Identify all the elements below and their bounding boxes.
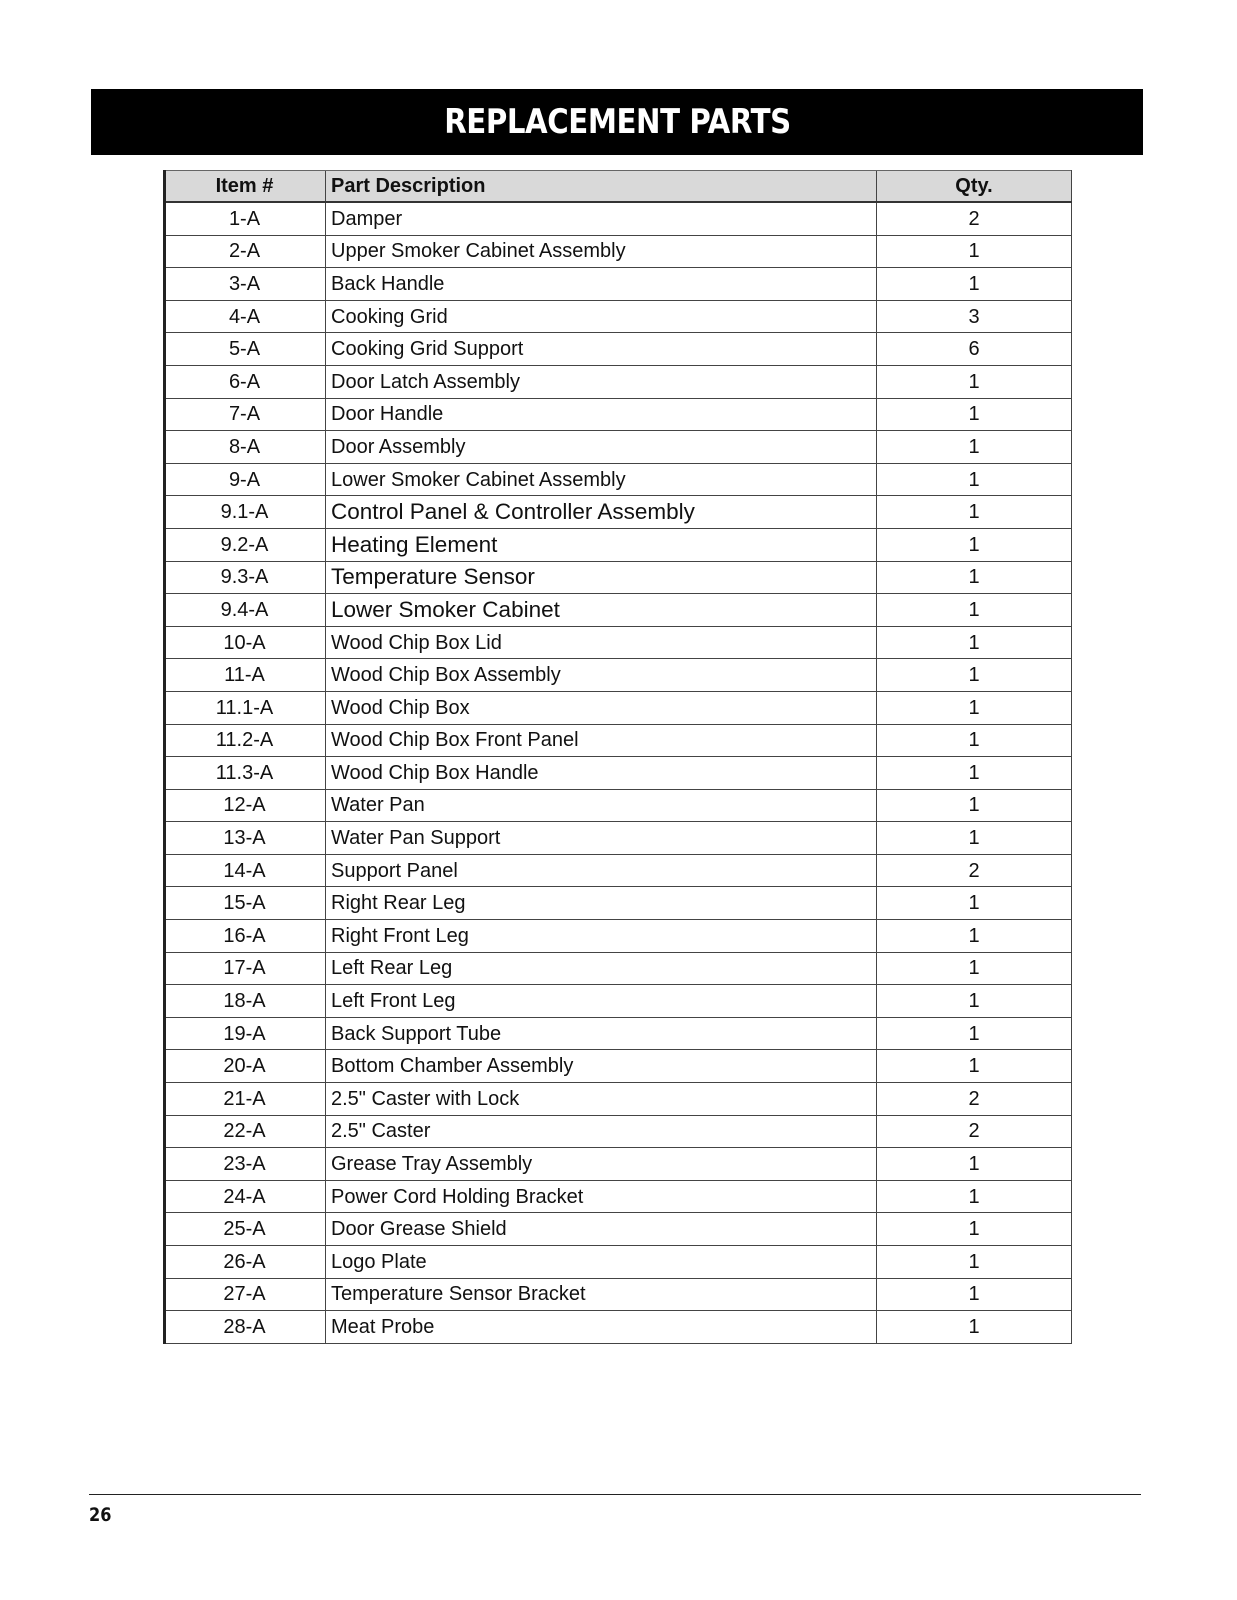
- item-number-cell: 11.2-A: [165, 724, 326, 757]
- item-number-cell: 28-A: [165, 1311, 326, 1344]
- quantity-cell: 1: [877, 1213, 1072, 1246]
- part-description-cell: Logo Plate: [326, 1246, 877, 1279]
- table-row: [165, 1083, 1072, 1116]
- item-number-cell: 11-A: [165, 659, 326, 692]
- part-description-cell: Temperature Sensor Bracket: [326, 1278, 877, 1311]
- item-number-cell: 5-A: [165, 333, 326, 366]
- quantity-cell: 1: [877, 1148, 1072, 1181]
- table-row: [165, 561, 1072, 594]
- table-row: [165, 300, 1072, 333]
- part-description-cell: Control Panel & Controller Assembly: [326, 496, 877, 529]
- quantity-cell: 1: [877, 528, 1072, 561]
- quantity-cell: 1: [877, 365, 1072, 398]
- table-row: [165, 431, 1072, 464]
- part-description-cell: Heating Element: [326, 528, 877, 561]
- table-row: [165, 463, 1072, 496]
- part-description-cell: Temperature Sensor: [326, 561, 877, 594]
- part-description-cell: Power Cord Holding Bracket: [326, 1180, 877, 1213]
- part-description-cell: Right Front Leg: [326, 920, 877, 953]
- quantity-cell: 1: [877, 398, 1072, 431]
- item-number-cell: 27-A: [165, 1278, 326, 1311]
- item-number-cell: 9-A: [165, 463, 326, 496]
- part-description-cell: Left Rear Leg: [326, 952, 877, 985]
- quantity-cell: 1: [877, 724, 1072, 757]
- item-number-cell: 11.1-A: [165, 691, 326, 724]
- table-row: [165, 235, 1072, 268]
- item-number-cell: 8-A: [165, 431, 326, 464]
- table-row: [165, 398, 1072, 431]
- item-number-cell: 11.3-A: [165, 757, 326, 790]
- table-row: [165, 1050, 1072, 1083]
- part-description-cell: Cooking Grid: [326, 300, 877, 333]
- part-description-cell: Right Rear Leg: [326, 887, 877, 920]
- part-description-cell: Damper: [326, 202, 877, 235]
- part-description-cell: Door Assembly: [326, 431, 877, 464]
- table-row: [165, 365, 1072, 398]
- part-description-cell: Cooking Grid Support: [326, 333, 877, 366]
- quantity-cell: 1: [877, 757, 1072, 790]
- table-row: [165, 1311, 1072, 1344]
- table-row: [165, 1180, 1072, 1213]
- item-number-cell: 16-A: [165, 920, 326, 953]
- part-description-cell: 2.5" Caster: [326, 1115, 877, 1148]
- footer-divider: [89, 1494, 1141, 1495]
- part-description-cell: Wood Chip Box Handle: [326, 757, 877, 790]
- table-row: [165, 1213, 1072, 1246]
- item-number-cell: 10-A: [165, 626, 326, 659]
- item-number-cell: 25-A: [165, 1213, 326, 1246]
- part-description-cell: Door Grease Shield: [326, 1213, 877, 1246]
- item-number-cell: 4-A: [165, 300, 326, 333]
- quantity-cell: 1: [877, 626, 1072, 659]
- item-number-cell: 24-A: [165, 1180, 326, 1213]
- item-number-cell: 9.1-A: [165, 496, 326, 529]
- item-number-cell: 21-A: [165, 1083, 326, 1116]
- quantity-cell: 1: [877, 1246, 1072, 1279]
- replacement-parts-table: [163, 170, 1072, 1344]
- item-number-cell: 2-A: [165, 235, 326, 268]
- part-description-cell: Meat Probe: [326, 1311, 877, 1344]
- table-row: [165, 333, 1072, 366]
- table-row: [165, 268, 1072, 301]
- table-row: [165, 1115, 1072, 1148]
- page-banner: [91, 89, 1143, 155]
- quantity-cell: 1: [877, 887, 1072, 920]
- table-row: [165, 757, 1072, 790]
- table-row: [165, 626, 1072, 659]
- table-row: [165, 985, 1072, 1018]
- quantity-cell: 1: [877, 1311, 1072, 1344]
- part-description-cell: Left Front Leg: [326, 985, 877, 1018]
- quantity-cell: 1: [877, 920, 1072, 953]
- item-number-cell: 15-A: [165, 887, 326, 920]
- item-number-cell: 13-A: [165, 822, 326, 855]
- quantity-cell: 1: [877, 561, 1072, 594]
- item-number-cell: 22-A: [165, 1115, 326, 1148]
- table-row: [165, 822, 1072, 855]
- part-description-cell: Grease Tray Assembly: [326, 1148, 877, 1181]
- part-description-cell: Back Support Tube: [326, 1017, 877, 1050]
- table-row: [165, 659, 1072, 692]
- table-row: [165, 952, 1072, 985]
- item-number-cell: 9.3-A: [165, 561, 326, 594]
- table-row: [165, 594, 1072, 627]
- quantity-cell: 1: [877, 463, 1072, 496]
- quantity-cell: 1: [877, 952, 1072, 985]
- item-number-cell: 9.4-A: [165, 594, 326, 627]
- table-row: [165, 854, 1072, 887]
- part-description-cell: Water Pan Support: [326, 822, 877, 855]
- item-number-cell: 23-A: [165, 1148, 326, 1181]
- quantity-cell: 1: [877, 1180, 1072, 1213]
- quantity-cell: 1: [877, 268, 1072, 301]
- table-row: [165, 724, 1072, 757]
- part-description-cell: Wood Chip Box Assembly: [326, 659, 877, 692]
- table-row: [165, 691, 1072, 724]
- quantity-cell: 2: [877, 1115, 1072, 1148]
- part-description-cell: Bottom Chamber Assembly: [326, 1050, 877, 1083]
- item-number-cell: 26-A: [165, 1246, 326, 1279]
- part-description-cell: Lower Smoker Cabinet: [326, 594, 877, 627]
- table-row: [165, 920, 1072, 953]
- table-header-row: [165, 171, 1072, 203]
- part-description-cell: Wood Chip Box Lid: [326, 626, 877, 659]
- part-description-cell: Upper Smoker Cabinet Assembly: [326, 235, 877, 268]
- item-number-cell: 3-A: [165, 268, 326, 301]
- table-row: [165, 1017, 1072, 1050]
- part-description-cell: Water Pan: [326, 789, 877, 822]
- quantity-cell: 1: [877, 431, 1072, 464]
- item-number-cell: 1-A: [165, 202, 326, 235]
- part-description-cell: Lower Smoker Cabinet Assembly: [326, 463, 877, 496]
- table-row: [165, 887, 1072, 920]
- header-quantity: Qty.: [877, 171, 1072, 203]
- table-row: [165, 789, 1072, 822]
- part-description-cell: Wood Chip Box Front Panel: [326, 724, 877, 757]
- quantity-cell: 1: [877, 594, 1072, 627]
- parts-table-body: [165, 202, 1072, 1343]
- quantity-cell: 1: [877, 985, 1072, 1018]
- quantity-cell: 6: [877, 333, 1072, 366]
- table-row: [165, 1246, 1072, 1279]
- quantity-cell: 1: [877, 789, 1072, 822]
- quantity-cell: 1: [877, 691, 1072, 724]
- part-description-cell: Wood Chip Box: [326, 691, 877, 724]
- quantity-cell: 1: [877, 1017, 1072, 1050]
- quantity-cell: 1: [877, 235, 1072, 268]
- page-number: 26: [89, 1504, 112, 1526]
- quantity-cell: 1: [877, 659, 1072, 692]
- part-description-cell: Back Handle: [326, 268, 877, 301]
- item-number-cell: 6-A: [165, 365, 326, 398]
- quantity-cell: 1: [877, 822, 1072, 855]
- item-number-cell: 9.2-A: [165, 528, 326, 561]
- table-row: [165, 528, 1072, 561]
- table-row: [165, 496, 1072, 529]
- header-part-description: Part Description: [326, 171, 877, 203]
- quantity-cell: 2: [877, 1083, 1072, 1116]
- page-title: REPLACEMENT PARTS: [443, 102, 791, 142]
- item-number-cell: 18-A: [165, 985, 326, 1018]
- quantity-cell: 2: [877, 202, 1072, 235]
- item-number-cell: 19-A: [165, 1017, 326, 1050]
- quantity-cell: 2: [877, 854, 1072, 887]
- part-description-cell: 2.5" Caster with Lock: [326, 1083, 877, 1116]
- quantity-cell: 1: [877, 1278, 1072, 1311]
- part-description-cell: Door Handle: [326, 398, 877, 431]
- part-description-cell: Support Panel: [326, 854, 877, 887]
- table-row: [165, 1148, 1072, 1181]
- table-row: [165, 202, 1072, 235]
- quantity-cell: 3: [877, 300, 1072, 333]
- item-number-cell: 14-A: [165, 854, 326, 887]
- part-description-cell: Door Latch Assembly: [326, 365, 877, 398]
- item-number-cell: 20-A: [165, 1050, 326, 1083]
- quantity-cell: 1: [877, 1050, 1072, 1083]
- item-number-cell: 12-A: [165, 789, 326, 822]
- header-item-number: Item #: [165, 171, 326, 203]
- table-row: [165, 1278, 1072, 1311]
- item-number-cell: 17-A: [165, 952, 326, 985]
- item-number-cell: 7-A: [165, 398, 326, 431]
- quantity-cell: 1: [877, 496, 1072, 529]
